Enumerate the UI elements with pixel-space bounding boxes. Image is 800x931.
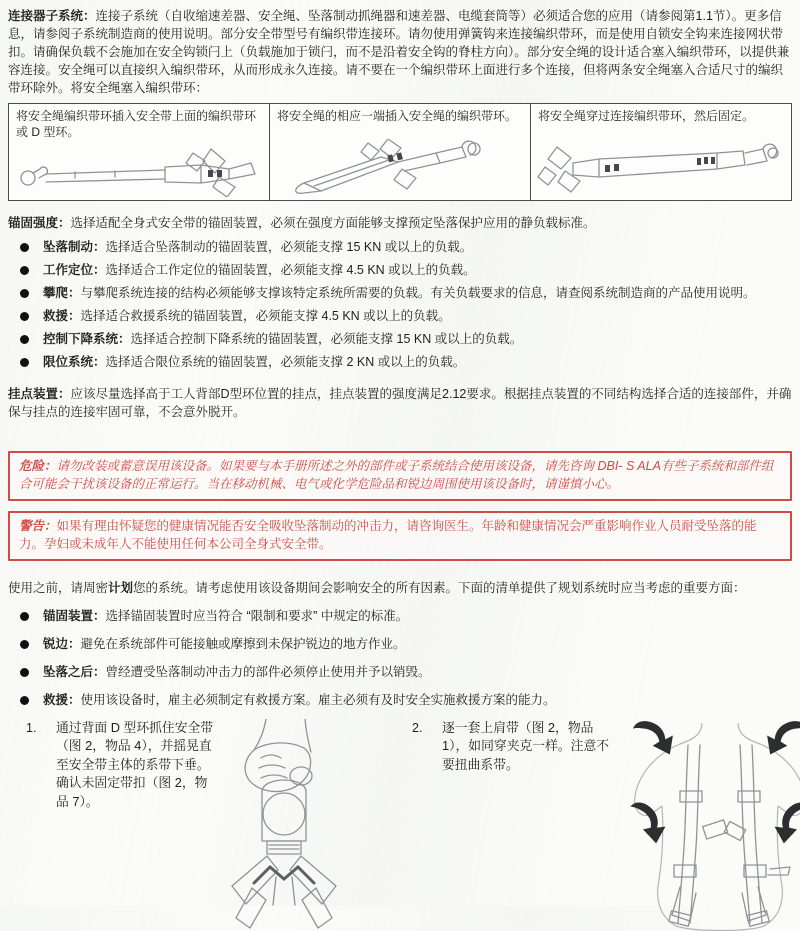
step-1 bbox=[8, 719, 404, 931]
connector-subsystem-text: 连接子系统（自收缩速差器、安全绳、坠落制动抓绳器和速差器、电缆套筒等）必须适合您的应用（请参阅第1.1节）。更多信息，请参阅子系统制造商的使用说明。部分安全带型号有编织带连接环。请勿使用弹簧钩来连接编织带环，而是使用自锁安全钩来连接网状带扣。请确保负载不会施加在安全钩锁闩上（负载施加于锁闩，而不是沿着安全钩的脊柱方向）。部分安全绳的设计适合塞入编织带环，以提供兼容连接。安全绳可以直接织入编织带环，从而形成永久连接。请不要在一个编织带环上面进行多个连接，但将两条安全绳塞入合适尺寸的编织带环除外。将安全绳塞入编织带环： bbox=[8, 9, 790, 95]
bullet-label: 救援： bbox=[43, 693, 81, 707]
bullet-label: 工作定位： bbox=[43, 263, 106, 277]
bullet-text: 使用该设备时，雇主必须制定有救援方案。雇主必须有及时安全实施救援方案的能力。 bbox=[80, 693, 556, 707]
figure-cell-1-caption: 将安全绳编织带环插入安全带上面的编织带环或 D 型环。 bbox=[16, 109, 257, 140]
planning-prefix: 使用之前，请周密 bbox=[8, 581, 109, 595]
lanyard-through-connect-loop-figure bbox=[537, 139, 781, 197]
bullet-icon bbox=[20, 335, 29, 344]
step-2-text: 逐一套上肩带（图 2，物品 1），如同穿夹克一样。注意不要扭曲系带。 bbox=[442, 720, 610, 772]
bullet-label: 锐边： bbox=[43, 637, 81, 651]
list-item bbox=[8, 663, 792, 681]
bullet-text: 避免在系统部件可能接触或摩擦到未保护锐边的地方作业。 bbox=[80, 637, 406, 651]
strap-arrow-icon bbox=[769, 797, 800, 843]
bullet-icon bbox=[20, 696, 29, 705]
strap-arrow-icon bbox=[622, 797, 671, 843]
strap-arrow-icon bbox=[762, 719, 800, 754]
planning-suffix: 您的系统。请考虑使用该设备期间会影响安全的所有因素。下面的清单提供了规划系统时应当考虑的重要方面： bbox=[133, 581, 746, 595]
bullet-text: 选择适合坠落制动的锚固装置，必须能支撑 15 KN 或以上的负载。 bbox=[105, 240, 473, 254]
step-2 bbox=[404, 719, 792, 931]
planning-paragraph bbox=[8, 579, 792, 597]
harness-shoulder-straps-figure bbox=[622, 719, 800, 931]
bullet-icon bbox=[20, 640, 29, 649]
bullet-text: 选择适合控制下降系统的锚固装置，必须能支撑 15 KN 或以上的负载。 bbox=[130, 332, 523, 346]
lanyard-end-into-web-loop-figure bbox=[276, 139, 516, 197]
attachment-point-paragraph bbox=[8, 385, 792, 421]
list-item bbox=[8, 607, 792, 625]
anchorage-strength-paragraph bbox=[8, 214, 792, 232]
step-1-number: 1. bbox=[26, 721, 37, 735]
connector-subsystem-label: 连接器子系统： bbox=[8, 9, 96, 23]
strap-arrow-icon bbox=[629, 719, 678, 754]
danger-text: 请勿改装或蓄意误用该设备。如果要与本手册所述之外的部件或子系统结合使用该设备，请先咨询 DBI- S ALA有些子系统和部件组合可能会干扰该设备的正常运行。当在移动机械、电气或化学危险品和锐边周围使用该设备时，请谨慎小心。 bbox=[19, 459, 774, 491]
bullet-icon bbox=[20, 312, 29, 321]
warning-label: 警告： bbox=[19, 519, 57, 533]
figure-cell-3-caption: 将安全绳穿过连接编织带环，然后固定。 bbox=[538, 109, 755, 123]
planning-bold-word: 计划 bbox=[108, 581, 134, 595]
danger-label: 危险： bbox=[19, 459, 57, 473]
attachment-point-text: 应该尽量选择高于工人背部D型环位置的挂点，挂点装置的强度满足2.12要求。根据挂点装置的不同结构选择合适的连接部件，并确保与挂点的连接牢固可靠，不会意外脱开。 bbox=[8, 387, 792, 419]
figure-cell-3 bbox=[531, 104, 791, 200]
bullet-label: 攀爬： bbox=[43, 286, 81, 300]
figure-cell-2 bbox=[270, 104, 531, 200]
list-item bbox=[8, 635, 792, 653]
bullet-icon bbox=[20, 612, 29, 621]
anchorage-bullet-list bbox=[8, 238, 792, 371]
warning-text: 如果有理由怀疑您的健康情况能否安全吸收坠落制动的冲击力，请咨询医生。年龄和健康情况会严重影响作业人员耐受坠落的能力。孕妇或未成年人不能使用任何本公司全身式安全带。 bbox=[19, 519, 757, 551]
warning-alert-box bbox=[8, 511, 792, 561]
list-item bbox=[8, 238, 792, 256]
figure-cell-1 bbox=[9, 104, 270, 200]
list-item bbox=[8, 307, 792, 325]
list-item bbox=[8, 261, 792, 279]
lanyard-into-harness-loop-figure bbox=[15, 145, 259, 197]
bullet-label: 坠落制动： bbox=[43, 240, 106, 254]
planning-bullet-list bbox=[8, 607, 792, 709]
hand-holding-d-ring-figure bbox=[208, 719, 360, 931]
bullet-icon bbox=[20, 289, 29, 298]
step-1-text: 通过背面 D 型环抓住安全带（图 2，物品 4），并摇晃直至安全带主体的系带下垂。确认未固定带扣（图 2，物品 7）。 bbox=[56, 720, 214, 809]
donning-steps bbox=[8, 719, 792, 931]
attachment-point-label: 挂点装置： bbox=[8, 387, 71, 401]
bullet-text: 选择适合限位系统的锚固装置，必须能支撑 2 KN 或以上的负载。 bbox=[105, 355, 466, 369]
bullet-text: 选择锚固装置时应当符合 “限制和要求” 中规定的标准。 bbox=[105, 609, 409, 623]
bullet-label: 限位系统： bbox=[43, 355, 106, 369]
danger-alert-box bbox=[8, 451, 792, 501]
bullet-text: 与攀爬系统连接的结构必须能够支撑该特定系统所需要的负载。有关负载要求的信息，请查阅系统制造商的产品使用说明。 bbox=[80, 286, 756, 300]
bullet-text: 选择适合救援系统的锚固装置，必须能支撑 4.5 KN 或以上的负载。 bbox=[80, 309, 451, 323]
connector-subsystem-paragraph bbox=[8, 7, 792, 97]
list-item bbox=[8, 353, 792, 371]
bullet-label: 坠落之后： bbox=[43, 665, 106, 679]
bullet-icon bbox=[20, 266, 29, 275]
anchorage-strength-label: 锚固强度： bbox=[8, 216, 71, 230]
bullet-icon bbox=[20, 358, 29, 367]
list-item bbox=[8, 691, 792, 709]
list-item bbox=[8, 330, 792, 348]
anchorage-strength-text: 选择适配全身式安全带的锚固装置，必须在强度方面能够支撑预定坠落保护应用的静负载标准。 bbox=[70, 216, 596, 230]
step-2-number: 2. bbox=[412, 721, 423, 735]
bullet-text: 选择适合工作定位的锚固装置，必须能支撑 4.5 KN 或以上的负载。 bbox=[105, 263, 476, 277]
bullet-text: 曾经遭受坠落制动冲击力的部件必须停止使用并予以销毁。 bbox=[105, 665, 431, 679]
list-item bbox=[8, 284, 792, 302]
lanyard-instruction-table bbox=[8, 103, 792, 201]
bullet-label: 控制下降系统： bbox=[43, 332, 131, 346]
bullet-icon bbox=[20, 243, 29, 252]
bullet-icon bbox=[20, 668, 29, 677]
bullet-label: 锚固装置： bbox=[43, 609, 106, 623]
bullet-label: 救援： bbox=[43, 309, 81, 323]
figure-cell-2-caption: 将安全绳的相应一端插入安全绳的编织带环。 bbox=[277, 109, 518, 123]
